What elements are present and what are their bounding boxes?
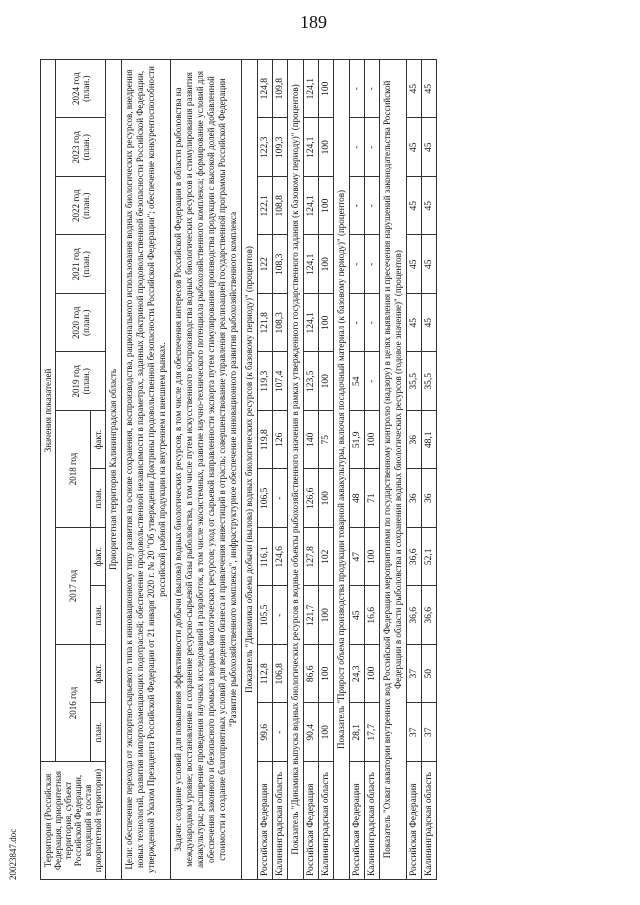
value-cell: 100 — [319, 294, 334, 353]
value-cell: 100 — [319, 118, 334, 177]
indicator-title: Показатель "Динамика выпуска водных биологических ресурсов в водные объекты рыбохозяйственного значения в рамках утвержденного государственного задания (к базовому периоду)" (процентов) — [288, 59, 304, 879]
value-cell: - — [273, 586, 288, 645]
value-cell: 45 — [422, 294, 437, 353]
value-cell: 100 — [319, 703, 334, 762]
year-header-2019: 2019 год (план.) — [56, 352, 106, 411]
value-cell: 121,7 — [304, 586, 319, 645]
year-header-2024: 2024 год (план.) — [56, 59, 106, 118]
value-cell: - — [350, 118, 365, 177]
value-cell: 100 — [319, 59, 334, 118]
value-cell: 109,8 — [273, 59, 288, 118]
value-cell: 121,8 — [258, 294, 273, 353]
table-row — [350, 59, 365, 879]
value-cell: 100 — [365, 645, 380, 704]
value-cell: 107,4 — [273, 352, 288, 411]
value-cell: 45 — [422, 177, 437, 236]
value-cell: 36 — [422, 469, 437, 528]
value-cell: 122,1 — [258, 177, 273, 236]
year-header-2017: 2017 год — [56, 528, 91, 645]
value-cell: 45 — [407, 294, 422, 353]
indicators-table — [40, 59, 437, 880]
value-cell: 37 — [407, 645, 422, 704]
value-cell: 36,6 — [407, 528, 422, 587]
value-cell: 122 — [258, 235, 273, 294]
value-cell: 50 — [422, 645, 437, 704]
value-cell: 17,7 — [365, 703, 380, 762]
rotated-table-wrapper — [40, 60, 600, 880]
value-cell: 124,1 — [304, 118, 319, 177]
tasks-text: Задачи: создание условий для повышения эффективности добычи (вылова) водных биологических ресурсов, в том числе для обеспечения интересов Российской Федерации в области рыболовства на международном уровне; восстановление и сохранение ресурсно-сырьевой базы рыболовства, в том числе путем искусственного воспроизводства водных биологических ресурсов и стимулирования развития аквакультуры; расширение проведения научных исследований и разработок, в том числе экосистемных, развитие научно-технического потенциала рыбохозяйственного комплекса; формирование условий для обеспечения законного и безопасного промысла водных биологических ресурсов; уход от сырьевой направленности экспорта путем стимулирования производства продукции с высокой долей добавленной стоимости и создание благоприятных условий для ведения бизнеса и привлечения инвестиций в отрасль; совершенствование управления реализацией государственной программы Российской Федерации "Развитие рыбохозяйственного комплекса", инфраструктурное обеспечение инновационного развития рыбохозяйственного комплекса — [171, 59, 242, 879]
value-cell: - — [350, 235, 365, 294]
value-cell: 100 — [319, 469, 334, 528]
value-cell: - — [365, 352, 380, 411]
value-cell: 102 — [319, 528, 334, 587]
value-cell: 52,1 — [422, 528, 437, 587]
year-header-2020: 2020 год (план.) — [56, 294, 106, 353]
value-cell: - — [365, 59, 380, 118]
value-cell: - — [365, 177, 380, 236]
value-cell: 124,1 — [304, 294, 319, 353]
value-cell: 100 — [319, 586, 334, 645]
value-cell: 112,8 — [258, 645, 273, 704]
value-cell: 45 — [407, 177, 422, 236]
year-header-2021: 2021 год (план.) — [56, 235, 106, 294]
value-cell: 105,5 — [258, 586, 273, 645]
subheader-fact: факт. — [91, 645, 106, 704]
subheader-plan: план. — [91, 469, 106, 528]
value-cell: 124,6 — [273, 528, 288, 587]
year-header-2023: 2023 год (план.) — [56, 118, 106, 177]
value-cell: 108,8 — [273, 177, 288, 236]
year-header-2018: 2018 год — [56, 411, 91, 528]
value-cell: 45 — [407, 235, 422, 294]
footer-code: 20023847.doc — [8, 828, 18, 880]
value-cell: 51,9 — [350, 411, 365, 470]
value-cell: 127,8 — [304, 528, 319, 587]
value-cell: 119,3 — [258, 352, 273, 411]
value-cell: 45 — [422, 59, 437, 118]
value-cell: 36 — [407, 469, 422, 528]
value-cell: 35,5 — [422, 352, 437, 411]
value-cell: 106,8 — [273, 645, 288, 704]
page-number: 189 — [300, 12, 327, 32]
value-cell: 45 — [407, 59, 422, 118]
value-cell: 36,6 — [407, 586, 422, 645]
value-cell: 108,3 — [273, 235, 288, 294]
value-cell: 124,1 — [304, 59, 319, 118]
territory-column-header: Территория (Российская Федерация, приоритетная территория, субъект Российской Федерации, входящий в состав приоритетной территории) — [41, 762, 106, 880]
value-cell: 100 — [319, 177, 334, 236]
value-cell: 24,3 — [350, 645, 365, 704]
subheader-fact: факт. — [91, 411, 106, 470]
year-header-2016: 2016 год — [56, 645, 91, 762]
value-cell: - — [365, 294, 380, 353]
value-cell: 90,4 — [304, 703, 319, 762]
value-cell: 100 — [319, 645, 334, 704]
value-cell: 124,1 — [304, 235, 319, 294]
territory-title: Приоритетная территория Калининградская область — [106, 59, 122, 879]
value-cell: 48,1 — [422, 411, 437, 470]
territory-cell: Калининградская область — [365, 762, 380, 880]
goals-text: Цели: обеспечение перехода от экспортно-сырьевого типа к инновационному типу развития на основе сохранения, воспроизводства, рационального использования водных биологических ресурсов, внедрения новых технологий, развития импортозамещающих подотраслей; обеспечение продовольственной независимости в параметрах, заданных Доктриной продовольственной безопасности Российской Федерации, утвержденной Указом Президента Российской Федерации от 21 января 2020 г. № 20 "Об утверждении Доктрины продовольственной безопасности Российской Федерации"; обеспечение конкурентоспособности российской рыбной продукции на внутреннем и внешнем рынках. — [122, 59, 171, 879]
value-cell: 16,6 — [365, 586, 380, 645]
value-cell: 71 — [365, 469, 380, 528]
value-cell: 45 — [350, 586, 365, 645]
table-row — [258, 59, 273, 879]
subheader-plan: план. — [91, 586, 106, 645]
value-cell: 126,6 — [304, 469, 319, 528]
value-cell: 122,3 — [258, 118, 273, 177]
value-cell: 108,3 — [273, 294, 288, 353]
value-cell: 37 — [422, 703, 437, 762]
table-row — [365, 59, 380, 879]
value-cell: 124,8 — [258, 59, 273, 118]
subheader-plan: план. — [91, 703, 106, 762]
territory-cell: Российская Федерация — [407, 762, 422, 880]
table-row — [407, 59, 422, 879]
territory-cell: Калининградская область — [273, 762, 288, 880]
indicator-title: Показатель "Динамика объема добычи (вылова) водных биологических ресурсов (к базовому периоду)" (процентов) — [242, 59, 258, 879]
value-cell: 86,6 — [304, 645, 319, 704]
territory-cell: Российская Федерация — [304, 762, 319, 880]
indicator-title: Показатель "Прирост объема производства продукции товарной аквакультуры, включая посадочный материал (к базовому периоду)" (процентов) — [334, 59, 350, 879]
value-cell: 99,6 — [258, 703, 273, 762]
value-cell: 100 — [319, 235, 334, 294]
value-cell: 140 — [304, 411, 319, 470]
value-cell: 37 — [407, 703, 422, 762]
value-cell: 106,5 — [258, 469, 273, 528]
territory-cell: Российская Федерация — [350, 762, 365, 880]
value-cell: 109,3 — [273, 118, 288, 177]
value-cell: 126 — [273, 411, 288, 470]
year-header-2022: 2022 год (план.) — [56, 177, 106, 236]
value-cell: 45 — [422, 235, 437, 294]
value-cell: 47 — [350, 528, 365, 587]
value-cell: - — [273, 703, 288, 762]
table-row — [319, 59, 334, 879]
value-cell: 100 — [365, 528, 380, 587]
value-cell: - — [273, 469, 288, 528]
value-cell: - — [365, 235, 380, 294]
territory-cell: Калининградская область — [319, 762, 334, 880]
value-cell: 28,1 — [350, 703, 365, 762]
value-cell: 36 — [407, 411, 422, 470]
value-cell: 45 — [422, 118, 437, 177]
value-cell: - — [350, 59, 365, 118]
value-cell: 45 — [407, 118, 422, 177]
subheader-fact: факт. — [91, 528, 106, 587]
value-cell: - — [350, 294, 365, 353]
indicator-title: Показатель "Охват акватории внутренних вод Российской Федерации мероприятиями по государственному контролю (надзору) в целях выявления и пресечения нарушений законодательства Российской Федерации в области рыболовства и сохранения водных биологических ресурсов (годовое значение)" (процентов) — [380, 59, 407, 879]
table-row — [273, 59, 288, 879]
value-cell: 100 — [319, 352, 334, 411]
value-cell: 100 — [365, 411, 380, 470]
value-cell: 119,8 — [258, 411, 273, 470]
value-cell: 35,5 — [407, 352, 422, 411]
value-cell: 123,5 — [304, 352, 319, 411]
value-cell: - — [365, 118, 380, 177]
value-cell: 48 — [350, 469, 365, 528]
values-group-header: Значения показателей — [41, 59, 56, 761]
value-cell: - — [350, 177, 365, 236]
value-cell: 124,1 — [304, 177, 319, 236]
value-cell: 75 — [319, 411, 334, 470]
territory-cell: Российская Федерация — [258, 762, 273, 880]
table-row — [422, 59, 437, 879]
territory-cell: Калининградская область — [422, 762, 437, 880]
table-row — [304, 59, 319, 879]
value-cell: 36,6 — [422, 586, 437, 645]
value-cell: 54 — [350, 352, 365, 411]
value-cell: 116,1 — [258, 528, 273, 587]
